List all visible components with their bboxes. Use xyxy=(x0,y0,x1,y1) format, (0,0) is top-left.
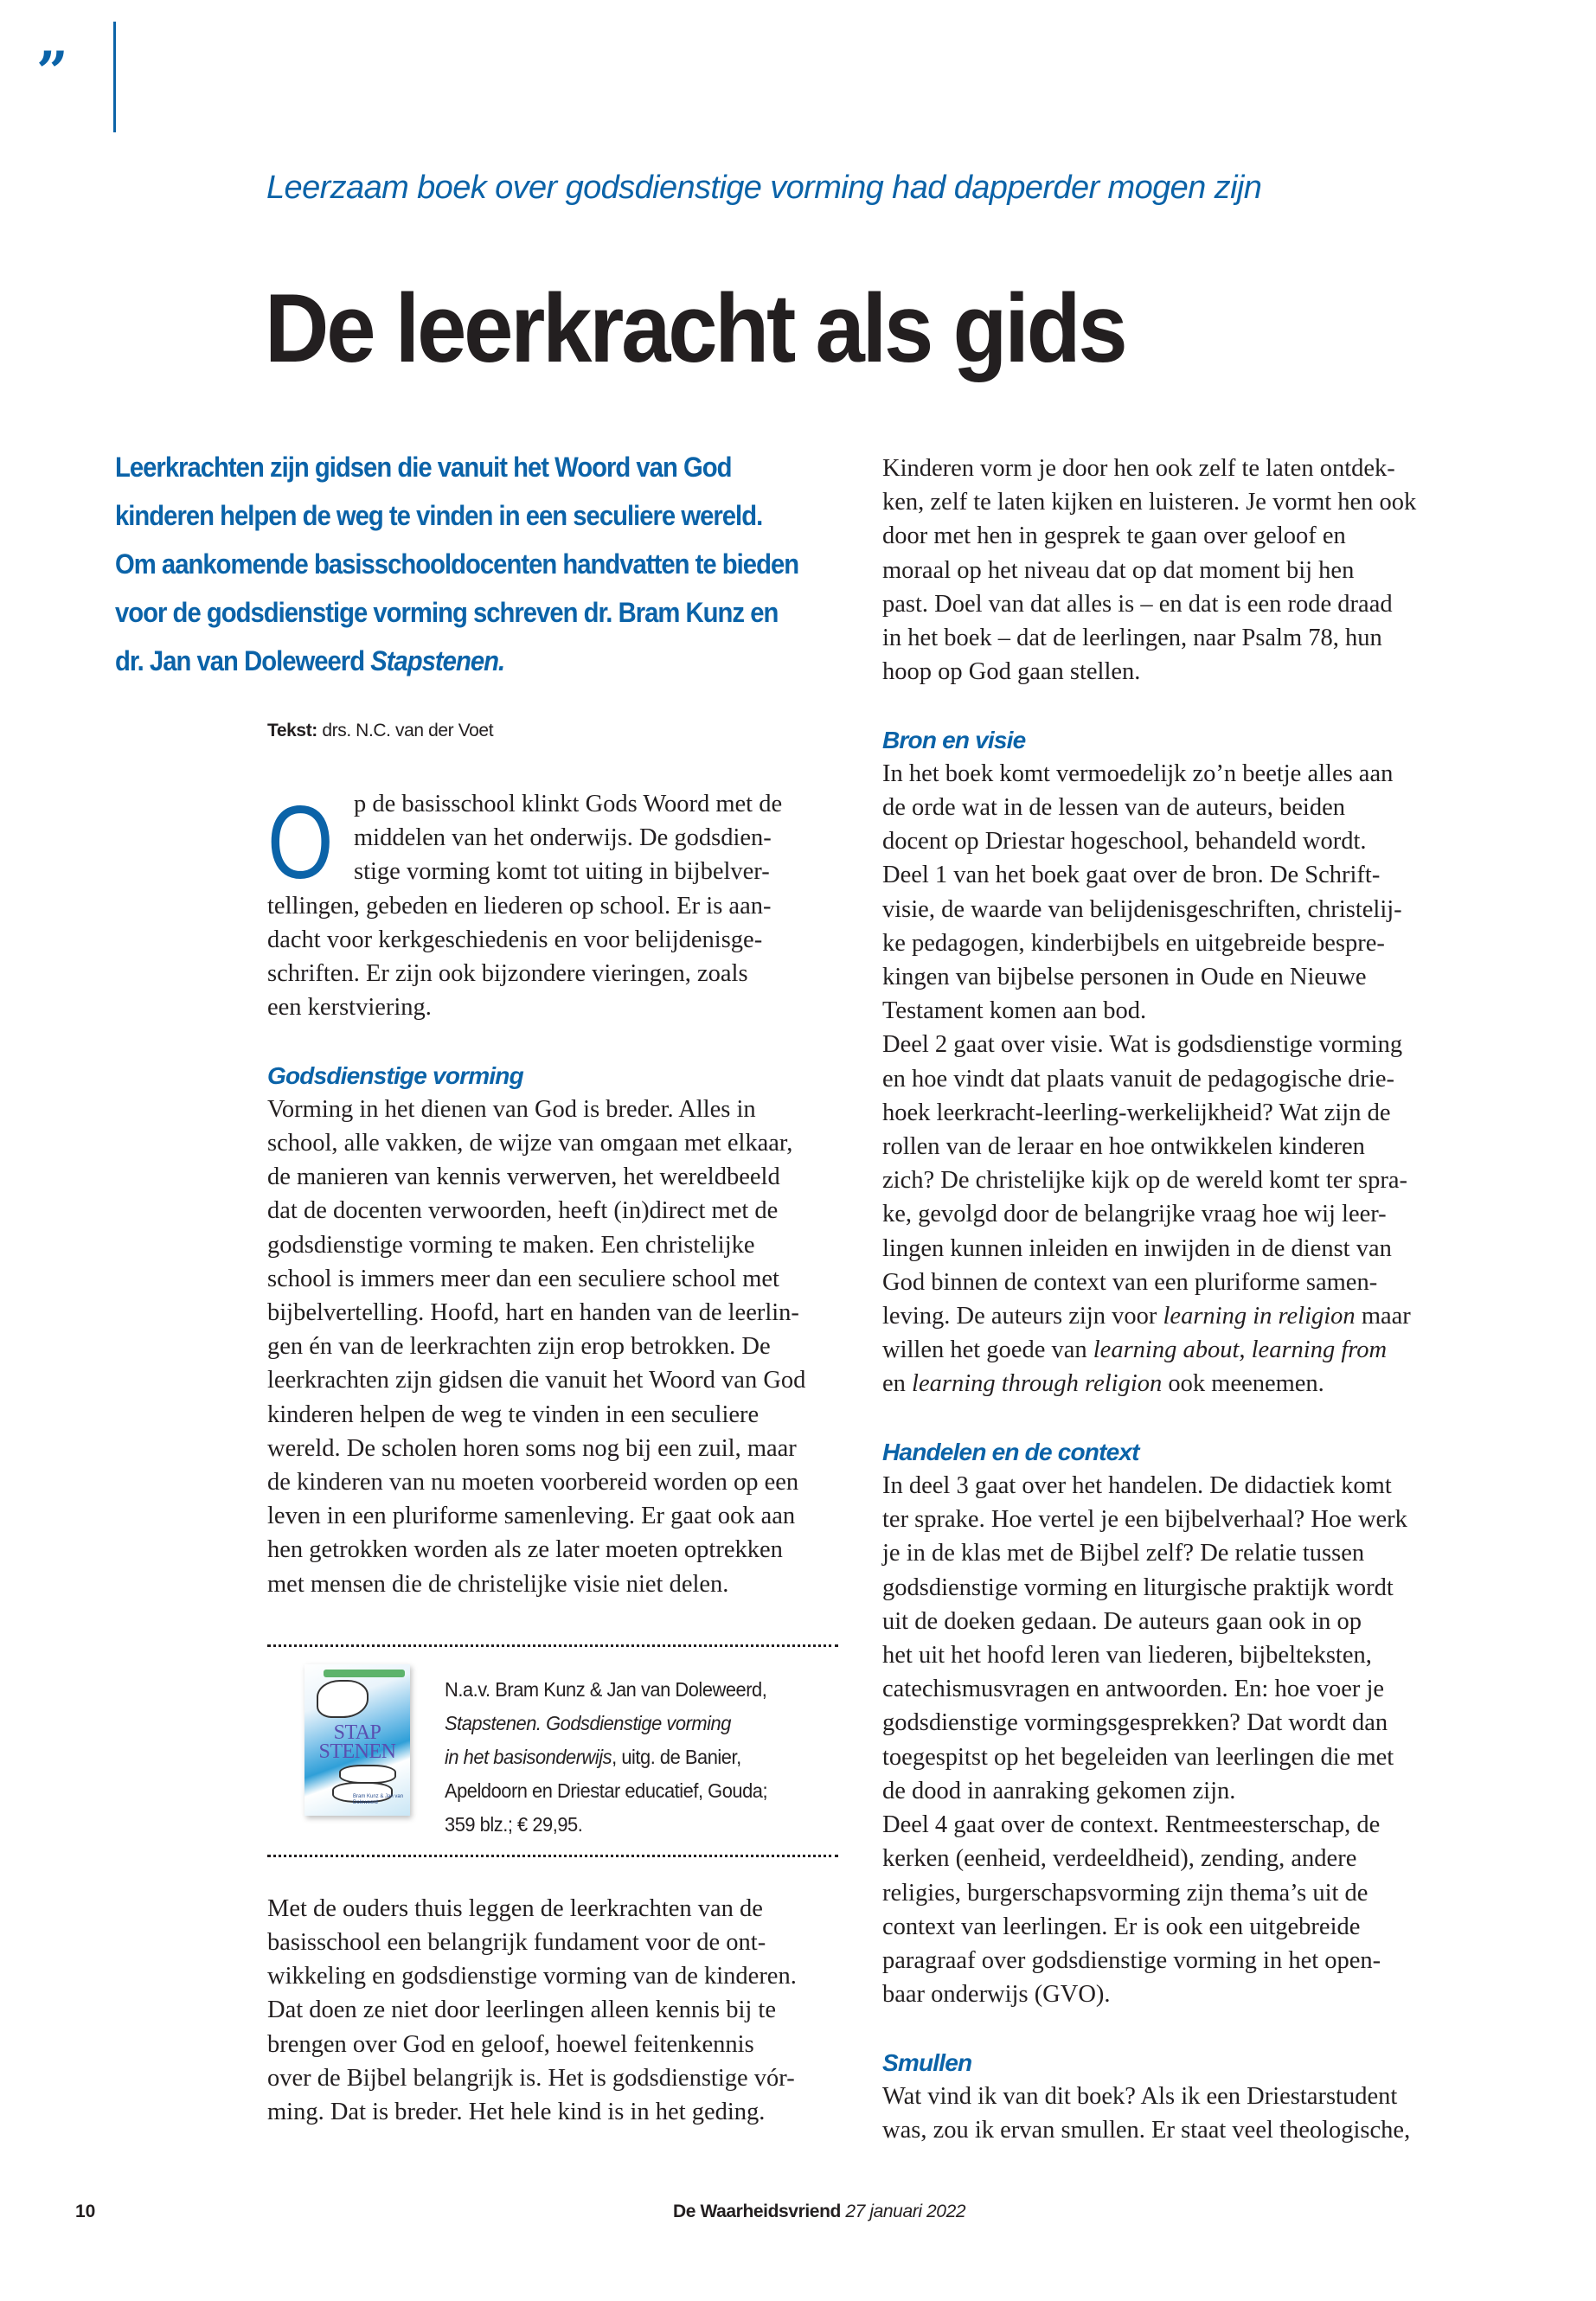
body-line: ter sprake. Hoe vertel je een bijbelverhaal? Hoe werk xyxy=(882,1506,1407,1534)
section-heading-handelen: Handelen en de context xyxy=(882,1438,1139,1465)
body-line: middelen van het onderwijs. De godsdien- xyxy=(354,824,772,852)
citation-price: 359 blz.; € 29,95. xyxy=(445,1812,583,1836)
body-line: schriften. Er zijn ook bijzondere vieringen, zoals xyxy=(267,960,748,988)
lead-text: dr. Jan van Doleweerd xyxy=(115,645,371,676)
intro-paragraph xyxy=(267,787,847,1024)
body-line: kingen van bijbelse personen in Oude en Nieuwe xyxy=(882,964,1367,991)
right-intro-paragraph xyxy=(882,452,1479,689)
body-line: bijbelvertelling. Hoofd, hart en handen van de leerlin- xyxy=(267,1299,799,1327)
page-number: 10 xyxy=(75,2202,96,2221)
lead-line: Om aankomende basisschooldocenten handvatten te bieden xyxy=(115,548,799,580)
section-body xyxy=(882,1469,1479,2011)
body-line: lingen kunnen inleiden en inwijden in de dienst van xyxy=(882,1234,1392,1262)
book-info-box xyxy=(267,1647,847,1836)
publication-footer xyxy=(673,2202,965,2222)
body-line: hoop op God gaan stellen. xyxy=(882,658,1141,686)
body-line: In deel 3 gaat over het handelen. De didactiek komt xyxy=(882,1472,1392,1500)
body-line: rollen van de leraar en hoe ontwikkelen kinderen xyxy=(882,1133,1365,1161)
citation-title: Stapstenen. Godsdienstige vorming xyxy=(445,1711,731,1734)
body-line: religies, burgerschapsvorming zijn thema’s uit de xyxy=(882,1879,1368,1907)
body-line: dat de docenten verwoorden, heeft (in)direct met de xyxy=(267,1197,779,1225)
body-line: God binnen de context van een pluriforme samen- xyxy=(882,1268,1378,1296)
body-line: visie, de waarde van belijdenisgeschriften, christelij- xyxy=(882,895,1402,923)
text: ook meenemen. xyxy=(1162,1370,1324,1398)
body-line: hoek leerkracht-leerling-werkelijkheid? Wat zijn de xyxy=(882,1099,1391,1126)
body-line: met mensen die de christelijke visie niet delen. xyxy=(267,1570,729,1598)
body-line: kinderen helpen de weg te vinden in een seculiere xyxy=(267,1400,760,1428)
body-line: gen én van de leerkrachten zijn erop betrokken. De xyxy=(267,1333,771,1361)
right-column xyxy=(882,452,1479,2147)
body-line: Vorming in het dienen van God is breder. Alles in xyxy=(267,1095,756,1123)
vertical-rule xyxy=(113,22,116,132)
body-line: was, zou ik ervan smullen. Er staat veel theologische, xyxy=(882,2116,1411,2144)
byline-label: Tekst: xyxy=(267,721,317,740)
section-body xyxy=(267,1093,847,1601)
body-line: hen getrokken worden als ze later moeten optrekken xyxy=(267,1536,783,1564)
book-title-italic: Stapstenen. xyxy=(370,645,505,676)
section-body xyxy=(882,757,1479,1401)
body-line: p de basisschool klinkt Gods Woord met de xyxy=(354,791,783,817)
publication-name: De Waarheidsvriend xyxy=(673,2202,841,2221)
body-line: ming. Dat is breder. Het hele kind is in het geding. xyxy=(267,2099,766,2126)
lead-line: Leerkrachten zijn gidsen die vanuit het Woord van God xyxy=(115,452,732,483)
lead-line xyxy=(115,637,800,685)
body-line xyxy=(882,1299,1479,1333)
lead-line: kinderen helpen de weg te vinden in een seculiere wereld. xyxy=(115,500,763,531)
text: willen het goede van xyxy=(882,1336,1093,1364)
body-line: toegespitst op het begeleiden van leerlingen die met xyxy=(882,1743,1394,1771)
citation-line xyxy=(445,1740,767,1774)
body-line: Dat doen ze niet door leerlingen alleen kennis bij te xyxy=(267,1997,776,2024)
article-headline: De leerkracht als gids xyxy=(265,274,1125,382)
body-line: door met hen in gesprek te gaan over geloof en xyxy=(882,522,1346,550)
section-body xyxy=(882,2080,1479,2147)
byline-author: drs. N.C. van der Voet xyxy=(322,721,494,740)
body-line: uit de doeken gedaan. De auteurs gaan ook in op xyxy=(882,1607,1362,1635)
cover-title-line: STAP xyxy=(333,1721,381,1744)
body-line: godsdienstige vorming te maken. Een christelijke xyxy=(267,1231,755,1259)
text: maar xyxy=(1355,1303,1411,1330)
body-line: zich? De christelijke kijk op de wereld komt ter spra- xyxy=(882,1167,1407,1195)
citation-line: Apeldoorn en Driestar educatief, Gouda; xyxy=(445,1779,768,1802)
body-line: in het boek – dat de leerlingen, naar Psalm 78, hun xyxy=(882,625,1382,652)
article-lead xyxy=(115,443,876,685)
body-line: Deel 2 gaat over visie. Wat is godsdienstige vorming xyxy=(882,1031,1403,1059)
lead-line: voor de godsdienstige vorming schreven dr. Bram Kunz en xyxy=(115,597,779,628)
left-column xyxy=(267,718,847,2129)
body-line: je in de klas met de Bijbel zelf? De relatie tussen xyxy=(882,1540,1365,1567)
body-line: Testament komen aan bod. xyxy=(882,997,1147,1025)
outro-paragraph xyxy=(267,1892,847,2129)
body-line: de kinderen van nu moeten voorbereid worden op een xyxy=(267,1469,799,1497)
body-line: catechismusvragen en antwoorden. En: hoe voer je xyxy=(882,1676,1385,1703)
body-line: basisschool een belangrijk fundament voor de ont- xyxy=(267,1929,766,1957)
italic-term: learning in religion xyxy=(1163,1303,1356,1330)
italic-term: learning about, learning from xyxy=(1093,1336,1388,1364)
body-line: school, alle vakken, de wijze van omgaan met elkaar, xyxy=(267,1130,793,1157)
stone-illustration xyxy=(339,1765,396,1784)
body-line: en hoe vindt dat plaats vanuit de pedagogische drie- xyxy=(882,1065,1394,1093)
body-line: Met de ouders thuis leggen de leerkrachten van de xyxy=(267,1894,763,1922)
quote-mark-icon: ” xyxy=(36,40,68,105)
drop-cap: O xyxy=(267,785,334,901)
hand-illustration xyxy=(317,1680,369,1718)
body-line: baar onderwijs (GVO). xyxy=(882,1981,1111,2009)
citation-line: N.a.v. Bram Kunz & Jan van Doleweerd, xyxy=(445,1677,767,1701)
body-line xyxy=(882,1367,1479,1400)
italic-term: learning through religion xyxy=(912,1370,1163,1398)
body-line: school is immers meer dan een seculiere school met xyxy=(267,1265,779,1292)
body-line: godsdienstige vorming en liturgische praktijk wordt xyxy=(882,1574,1394,1601)
citation-title: in het basisonderwijs xyxy=(445,1745,612,1768)
body-line: leven in een pluriforme samenleving. Er gaat ook aan xyxy=(267,1503,796,1530)
body-line: moraal op het niveau dat op dat moment bij hen xyxy=(882,556,1355,584)
body-line: brengen over God en geloof, hoewel feitenkennis xyxy=(267,2030,754,2058)
body-line: wikkeling en godsdienstige vorming van de kinderen. xyxy=(267,1963,797,1990)
section-heading-godsdienstige-vorming: Godsdienstige vorming xyxy=(267,1061,523,1089)
body-line: ken, zelf te laten kijken en luisteren. Je vormt hen ook xyxy=(882,489,1417,516)
body-line: leerkrachten zijn gidsen die vanuit het Woord van God xyxy=(267,1367,806,1394)
body-line xyxy=(882,1333,1479,1367)
body-line: tellingen, gebeden en liederen op school. Er is aan- xyxy=(267,892,772,920)
body-line: Deel 4 gaat over de context. Rentmeesterschap, de xyxy=(882,1811,1381,1839)
byline xyxy=(267,718,847,744)
cover-band xyxy=(324,1670,405,1677)
section-heading-smullen: Smullen xyxy=(882,2048,972,2076)
body-line: In het boek komt vermoedelijk zo’n beetje alles aan xyxy=(882,760,1394,787)
citation-line xyxy=(445,1707,767,1740)
body-line: godsdienstige vormingsgesprekken? Dat wordt dan xyxy=(882,1709,1388,1737)
section-heading-bron-en-visie: Bron en visie xyxy=(882,726,1026,753)
body-line: docent op Driestar hogeschool, behandeld wordt. xyxy=(882,828,1367,856)
body-line: over de Bijbel belangrijk is. Het is godsdienstige vór- xyxy=(267,2064,795,2092)
book-cover-image xyxy=(304,1664,410,1816)
body-line: een kerstviering. xyxy=(267,994,432,1022)
body-line: Deel 1 van het boek gaat over de bron. De Schrift- xyxy=(882,862,1381,889)
cover-title xyxy=(304,1723,410,1761)
body-line: Wat vind ik van dit boek? Als ik een Driestarstudent xyxy=(882,2082,1398,2110)
body-line: stige vorming komt tot uiting in bijbelver- xyxy=(354,858,770,886)
body-line: past. Doel van dat alles is – en dat is een rode draad xyxy=(882,590,1393,618)
body-line: de orde wat in de lessen van de auteurs, beiden xyxy=(882,794,1345,822)
body-line: ke, gevolgd door de belangrijke vraag hoe wij leer- xyxy=(882,1201,1387,1228)
body-line: Kinderen vorm je door hen ook zelf te laten ontdek- xyxy=(882,455,1395,482)
article-kicker: Leerzaam boek over godsdienstige vorming had dapperder mogen zijn xyxy=(266,170,1262,206)
body-line: ke pedagogen, kinderbijbels en uitgebreide bespre- xyxy=(882,929,1385,957)
cover-authors: Bram Kunz & Jan van Doleweerd xyxy=(353,1793,404,1805)
text: leving. De auteurs zijn voor xyxy=(882,1303,1163,1330)
citation-publisher: , uitg. de Banier, xyxy=(612,1745,741,1768)
body-line: dacht voor kerkgeschiedenis en voor belijdenisge- xyxy=(267,926,763,953)
publication-date: 27 januari 2022 xyxy=(845,2202,966,2221)
cover-title-line: STENEN xyxy=(318,1740,396,1763)
body-line: de dood in aanraking gekomen zijn. xyxy=(882,1777,1236,1804)
book-citation xyxy=(445,1673,792,1842)
text: en xyxy=(882,1370,913,1398)
body-line: context van leerlingen. Er is ook een uitgebreide xyxy=(882,1913,1361,1940)
body-line: het uit het hoofd leren van liederen, bijbelteksten, xyxy=(882,1642,1372,1670)
body-line: de manieren van kennis verwerven, het wereldbeeld xyxy=(267,1163,780,1191)
body-line: wereld. De scholen horen soms nog bij een zuil, maar xyxy=(267,1434,797,1462)
body-line: paragraaf over godsdienstige vorming in het open- xyxy=(882,1946,1381,1974)
body-line: kerken (eenheid, verdeeldheid), zending, andere xyxy=(882,1845,1357,1873)
